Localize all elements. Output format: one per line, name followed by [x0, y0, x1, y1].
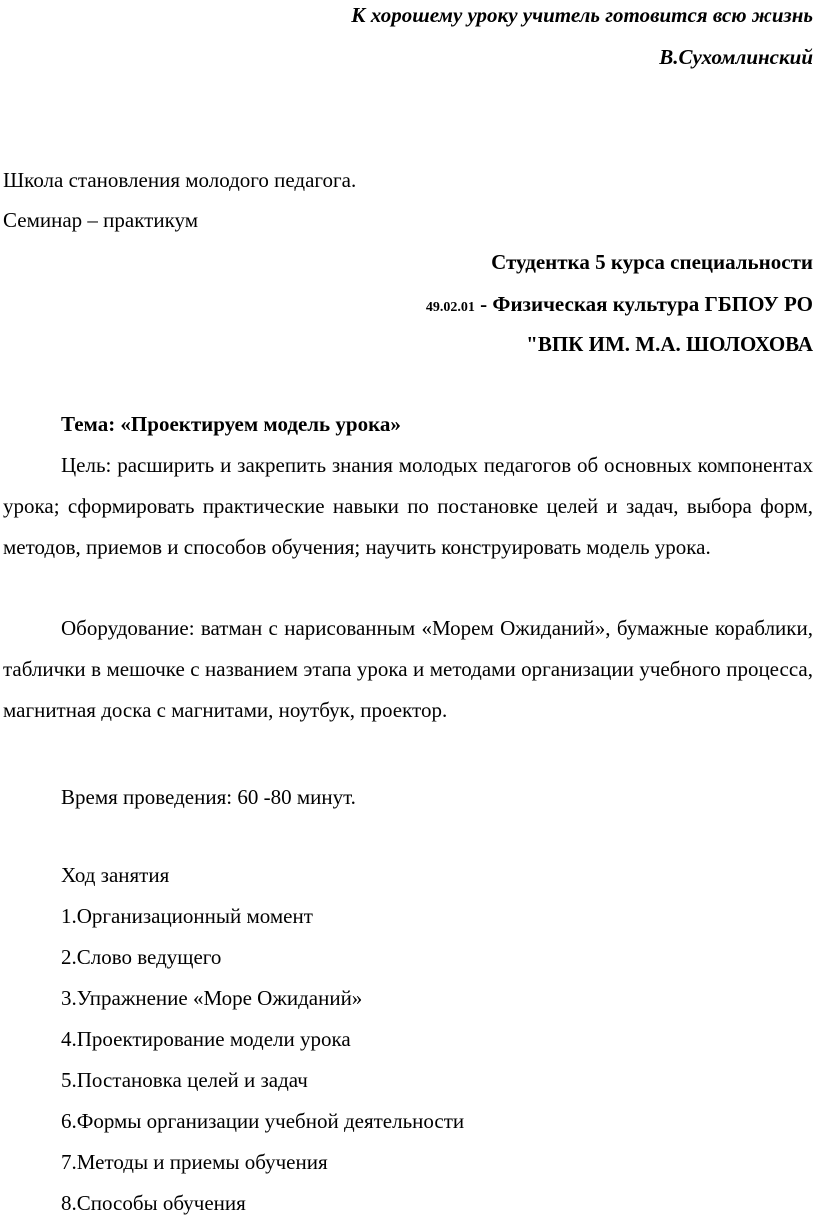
specialty-code: 49.02.01: [425, 300, 475, 315]
epigraph-quote: К хорошему уроку учитель готовится всю жизнь: [351, 3, 813, 27]
seminar-type: Семинар – практикум: [3, 208, 198, 232]
course-heading: Ход занятия: [61, 863, 170, 887]
specialty-name: - Физическая культура ГБПОУ РО: [474, 292, 813, 316]
duration-text: Время проведения: 60 -80 минут.: [61, 785, 356, 809]
course-item: 7.Методы и приемы обучения: [61, 1150, 328, 1174]
course-item: 6.Формы организации учебной деятельности: [61, 1109, 465, 1133]
course-item: 3.Упражнение «Море Ожиданий»: [61, 986, 363, 1010]
equipment-paragraph: Оборудование: ватман с нарисованным «Морем Ожиданий», бумажные кораблики, таблички в мешочке с названием этапа урока и методами организации учебного процесса, магнитная доска с магнитами, ноутбук, проектор.: [3, 616, 813, 722]
author-line-2: [426, 292, 813, 320]
course-item: 2.Слово ведущего: [61, 945, 222, 969]
author-line-3: "ВПК ИМ. М.А. ШОЛОХОВА: [526, 332, 813, 356]
epigraph-author: В.Сухомлинский: [659, 45, 813, 69]
course-item: 4.Проектирование модели урока: [61, 1027, 351, 1051]
course-item: 1.Организационный момент: [61, 904, 313, 928]
course-item: 5.Постановка целей и задач: [61, 1068, 308, 1092]
school-title: Школа становления молодого педагога.: [3, 168, 357, 192]
author-line-1: Студентка 5 курса специальности: [491, 250, 813, 274]
topic-heading: Тема: «Проектируем модель урока»: [61, 412, 401, 436]
course-item: 8.Способы обучения: [61, 1191, 246, 1215]
goal-paragraph: Цель: расширить и закрепить знания молодых педагогов об основных компонентах урока; сформировать практические навыки по постановке целей и задач, выбора форм, методов, приемов и способов обучения; научить конструировать модель урока.: [3, 453, 813, 559]
